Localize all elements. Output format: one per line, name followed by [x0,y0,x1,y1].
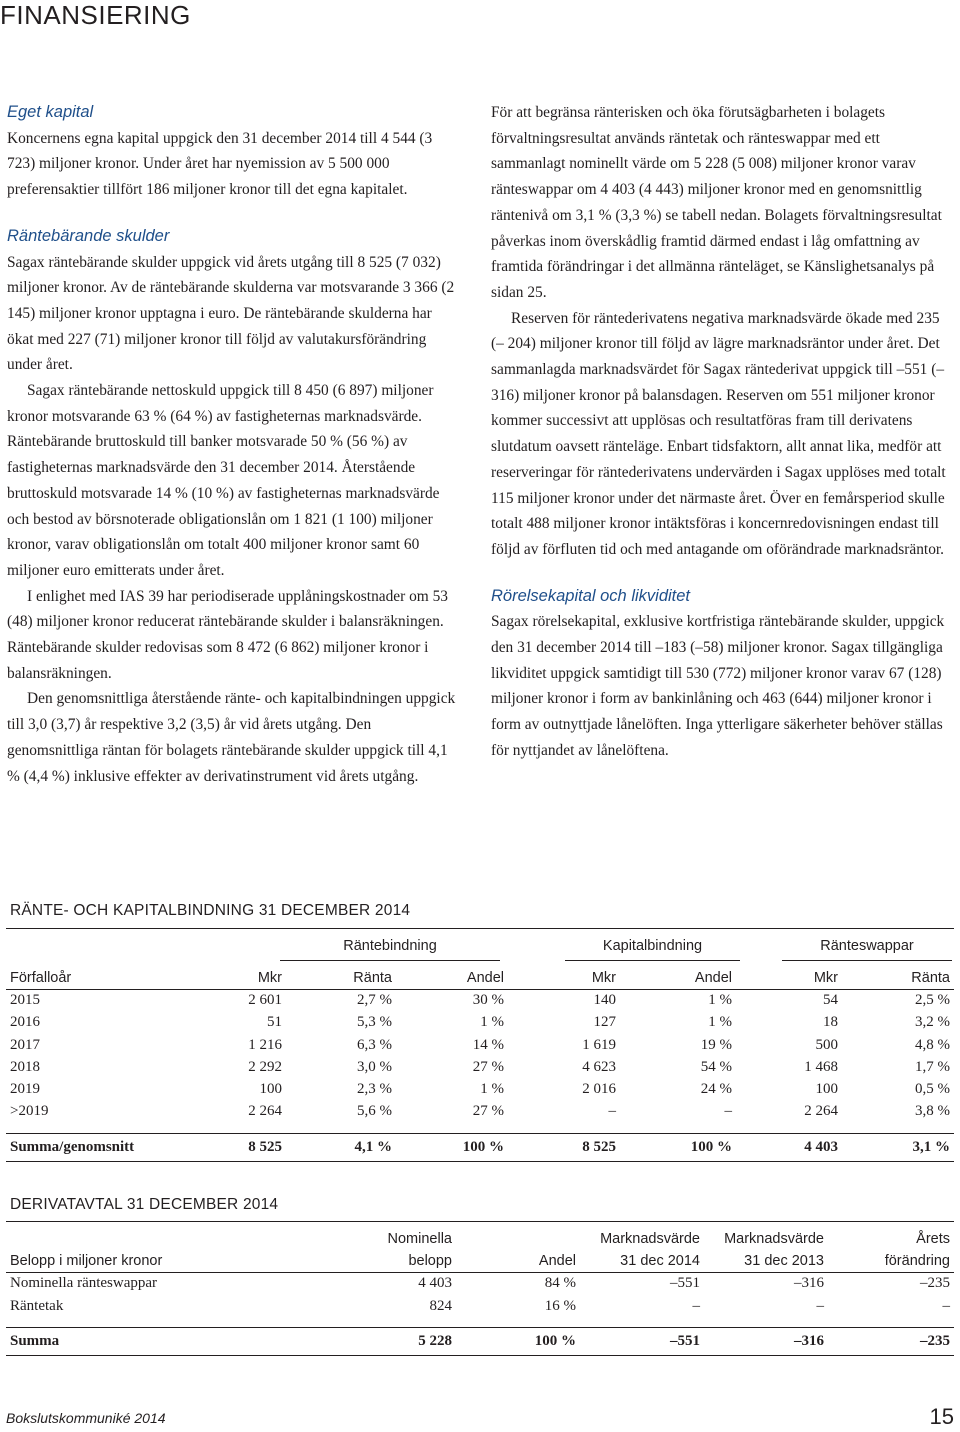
group-rantebindning-rule [280,960,500,961]
table1-sum-cell-3: 100 % [396,1133,508,1161]
table1-title [10,902,410,920]
table2-header-bottom-cell-0: Belopp i miljoner kronor [6,1250,266,1272]
table-row [6,989,954,1011]
right-paragraph-2: Reserven för räntederivatens negativa marknadsvärde ökade med 235 (– 204) miljoner kronor till följd av lägre marknadsräntor under året. Det sammanlagda marknadsvärdet för Sagax räntederivat uppgick till –551 (–316) miljoner kronor på balansdagen. Reserven om 551 miljoner kronor kommer successivt att upplösas och resultatföras fram till derivatens slutdatum oavsett ränteläge. Enbart tidsfaktorn, allt annat lika, medför att reserveringar för räntederivatens undervärden i Sagax upplöses med totalt 115 miljoner kronor under det närmaste året. Över en femårsperiod skulle totalt 488 miljoner kronor intäktsföras i koncernredovisningen endast till följd av förfluten tid och med antagande om oförändrade marknadsräntor. [491,309,946,558]
right-paragraph-1: För att begränsa ränterisken och öka förutsägbarheten i bolagets förvaltningsresultat används räntetak och ränteswappar med ett sammanlagt nominellt värde om 5 228 (5 008) miljoner kronor varav ränteswappar om 4 403 (4 443) miljoner kronor med en genomsnittlig räntenivå om 3,1 % (3,3 %) se tabell nedan. Bolagets förvaltningsresultat påverkas inom överskådlig framtid därmed endast i låg omfattning av framtida förändringar i det allmänna ränteläget, se Känslighetsanalys på sidan 25. [491,104,942,301]
table2-header-row-bottom [6,1250,954,1272]
table2-cell-r0-4: –316 [794,1275,824,1292]
table2-sum-cell-1: 5 228 [266,1327,456,1355]
table1-sum-cell-5: 100 % [620,1133,736,1161]
table1-cell-r3-4: 4 623 [582,1058,616,1075]
table1-sum-cell-1: 8 525 [156,1133,286,1161]
table1-cell-r3-0: 2018 [10,1058,40,1075]
table1-cell-r4-3: 1 % [480,1081,504,1098]
table2-cell-r0-5: –235 [920,1275,950,1292]
table1-cell-r4-7: 0,5 % [915,1081,950,1098]
table2-cell-r1-5: – [942,1297,950,1314]
table1-cell-r0-5: 1 % [708,992,732,1009]
table1-cell-r2-6: 500 [815,1036,838,1053]
table1-cell-r5-2: 5,6 % [357,1103,392,1120]
table1-cell-r2-1: 1 216 [248,1036,282,1053]
rantebarande-paragraph-2: Sagax räntebärande nettoskuld uppgick till 8 450 (6 897) miljoner kronor motsvarande 63 % (64 %) av fastigheternas marknadsvärde. Räntebärande bruttoskuld till banker motsvarade 50 % (56 %) av fastigheternas marknadsvärde den 31 december 2014. Återstående bruttoskuld motsvarade 14 % (10 %) av fastigheternas marknadsvärde och bestod av börsnoterade obligationslån om 1 821 (1 100) miljoner kronor, varav obligationslån om totalt 400 miljoner kronor samt 60 miljoner euro emitterats under året. [7,382,440,579]
table2-sum-cell-3: –551 [580,1327,704,1355]
table-row [6,1034,954,1056]
table1-cell-r1-2: 5,3 % [357,1014,392,1031]
table-row [6,1295,954,1317]
table-derivatavtal [6,1228,954,1356]
rorelse-text: Sagax rörelsekapital, exklusive kortfristiga räntebärande skulder, uppgick den 31 december 2014 till –183 (–58) miljoner kronor. Sagax tillgängliga likviditet uppgick samtidigt till 530 (772) miljoner kronor varav 67 (128) miljoner kronor i form av bankinlåning och 463 (644) miljoner kronor i form av outnyttjade lånelöften. Inga ytterligare säkerheter behöver ställas för nyttjandet av lånelöftena. [491,613,945,759]
table1-cell-r5-5: – [724,1103,732,1120]
group-ranteswappar-rule [782,960,952,961]
publication-name: Bokslutskommuniké 2014 [6,1410,166,1426]
table1-title-text: RÄNTE- OCH KAPITALBINDNING 31 DECEMBER 2014 [10,902,411,919]
left-column [7,100,459,789]
table1-cell-r1-3: 1 % [480,1014,504,1031]
table1-sum-cell-0: Summa/genomsnitt [6,1133,156,1161]
table2-header-bottom-cell-2: Andel [456,1250,580,1272]
table2-header-bottom-cell-5: förändring [828,1250,954,1272]
table1-cell-r2-3: 14 % [472,1036,504,1053]
table2-cell-r1-1: 824 [429,1297,452,1314]
table1-title-rule [6,928,954,929]
table1-cell-r5-6: 2 264 [804,1103,838,1120]
table2-header-top-cell-0 [6,1228,266,1250]
table-row [6,1078,954,1100]
table2-sum-cell-4: –316 [704,1327,828,1355]
table1-cell-r4-4: 2 016 [582,1081,616,1098]
table2-title-text: DERIVATAVTAL 31 DECEMBER 2014 [10,1196,279,1213]
table1-cell-r1-7: 3,2 % [915,1014,950,1031]
table1-cell-r3-6: 1 468 [804,1058,838,1075]
table-row [6,1101,954,1123]
table1-header-cell-0: Förfalloår [6,967,156,989]
table2-sum-cell-0: Summa [6,1327,266,1355]
table1-sum-row [6,1133,954,1161]
table1-cell-r4-2: 2,3 % [357,1081,392,1098]
table1-cell-r2-7: 4,8 % [915,1036,950,1053]
table2-cell-r1-4: – [816,1297,824,1314]
table2-header-top-cell-5: Årets [916,1231,950,1248]
table1-cell-r1-0: 2016 [10,1014,40,1031]
table1-cell-r4-5: 24 % [700,1081,732,1098]
table2-cell-r1-3: – [692,1297,700,1314]
table2-cell-r0-0: Nominella ränteswappar [10,1275,158,1292]
table1-cell-r0-2: 2,7 % [357,992,392,1009]
table2-header-bottom-cell-4: 31 dec 2013 [704,1250,828,1272]
table1-header-cell-6: Mkr [736,967,842,989]
table1-cell-r2-2: 6,3 % [357,1036,392,1053]
table1-header-cell-7: Ränta [842,967,954,989]
table1-header-cell-1: Mkr [156,967,286,989]
table1-sum-cell-6: 4 403 [736,1133,842,1161]
group-kapitalbindning: Kapitalbindning [602,938,703,954]
group-ranteswappar: Ränteswappar [820,938,914,954]
table1-cell-r0-6: 54 [823,992,838,1009]
page-number: 15 [929,1404,954,1429]
table2-header-top-cell-1: Nominella [387,1231,452,1248]
table-row [6,1273,954,1295]
eget-kapital-heading: Eget kapital [7,103,94,121]
table1-cell-r1-6: 18 [823,1014,838,1031]
table1-cell-r5-7: 3,8 % [915,1103,950,1120]
table2-header-bottom-cell-1: belopp [266,1250,456,1272]
table2-title-rule [6,1221,954,1222]
table1-header-cell-2: Ränta [286,967,396,989]
table2-sum-cell-5: –235 [828,1327,954,1355]
table1-cell-r4-1: 100 [259,1081,282,1098]
table2-spacer [6,1317,954,1327]
table2-header-top-cell-4: Marknadsvärde [724,1231,824,1248]
table1-cell-r5-1: 2 264 [248,1103,282,1120]
group-kapitalbindning-rule [565,960,740,961]
table1-cell-r1-4: 127 [593,1014,616,1031]
table1-cell-r0-7: 2,5 % [915,992,950,1009]
table1-cell-r3-1: 2 292 [248,1058,282,1075]
table2-header-top-cell-3: Marknadsvärde [600,1231,700,1248]
table1-cell-r4-0: 2019 [10,1081,40,1098]
right-column [491,100,953,764]
rantebarande-heading: Räntebärande skulder [7,226,170,245]
table1-cell-r2-5: 19 % [700,1036,732,1053]
table1-header-cell-5: Andel [620,967,736,989]
table1-spacer [6,1123,954,1133]
table-row [6,1056,954,1078]
table1-cell-r0-0: 2015 [10,992,40,1009]
table1-cell-r0-4: 140 [593,992,616,1009]
table1-header-row [6,967,954,989]
table1-cell-r1-5: 1 % [708,1014,732,1031]
rantebarande-paragraph-3: I enlighet med IAS 39 har periodiserade upplåningskostnader om 53 (48) miljoner kronor reducerat räntebärande skulder i balansräkningen. Räntebärande skulder redovisas som 8 472 (6 862) miljoner kronor i balansräkningen. [7,587,449,682]
table1-cell-r3-7: 1,7 % [915,1058,950,1075]
table2-header-bottom-cell-3: 31 dec 2014 [580,1250,704,1272]
table1-cell-r0-1: 2 601 [248,992,282,1009]
table1-sum-cell-7: 3,1 % [842,1133,954,1161]
table1-header-cell-4: Mkr [508,967,620,989]
rantebarande-paragraph-1: Sagax räntebärande skulder uppgick vid årets utgång till 8 525 (7 032) miljoner kronor. Av de räntebärande skulderna var motsvarande 3 366 (2 145) miljoner kronor upptagna i euro. De räntebärande skulderna har ökat med 227 (71) miljoner kronor till följd av valutakursförändring under året. [7,253,455,374]
table1-cell-r3-3: 27 % [472,1058,504,1075]
table-row [6,1012,954,1034]
rantebarande-paragraph-4: Den genomsnittliga återstående ränte- och kapitalbindningen uppgick till 3,0 (3,7) år respektive 3,2 (3,5) år vid årets utgång. Den genomsnittliga räntan för bolagets räntebärande skulder uppgick till 4,1 % (4,4 %) inklusive effekter av derivatinstrument vid årets utgång. [7,690,456,785]
table-rantebindning [6,967,954,1162]
table1-cell-r0-3: 30 % [472,992,504,1009]
table1-cell-r3-5: 54 % [700,1058,732,1075]
table1-cell-r3-2: 3,0 % [357,1058,392,1075]
table2-title [10,1196,278,1214]
table1-cell-r1-1: 51 [267,1014,282,1031]
table1-sum-cell-4: 8 525 [508,1133,620,1161]
table2-sum-row [6,1327,954,1355]
table2-cell-r1-2: 16 % [544,1297,576,1314]
table2-sum-cell-2: 100 % [456,1327,580,1355]
table1-cell-r5-0: >2019 [10,1103,49,1120]
page-title: FINANSIERING [0,0,191,30]
table1-cell-r5-4: – [608,1103,616,1120]
eget-kapital-text: Koncernens egna kapital uppgick den 31 december 2014 till 4 544 (3 723) miljoner kronor. Under året har nyemission av 5 500 000 preferensaktier tillfört 186 miljoner kronor till det egna kapitalet. [7,129,433,199]
table2-cell-r1-0: Räntetak [10,1297,64,1314]
table1-cell-r2-4: 1 619 [582,1036,616,1053]
table2-header-top-cell-2 [456,1228,580,1250]
group-rantebindning: Räntebindning [343,938,437,954]
table1-header-cell-3: Andel [396,967,508,989]
table2-cell-r0-1: 4 403 [418,1275,452,1292]
table1-cell-r2-0: 2017 [10,1036,40,1053]
table1-cell-r5-3: 27 % [472,1103,504,1120]
table2-header-row-top [6,1228,954,1250]
table2-cell-r0-2: 84 % [544,1275,576,1292]
rorelse-heading: Rörelsekapital och likviditet [491,586,691,605]
table1-sum-cell-2: 4,1 % [286,1133,396,1161]
table1-cell-r4-6: 100 [815,1081,838,1098]
table2-cell-r0-3: –551 [670,1275,700,1292]
